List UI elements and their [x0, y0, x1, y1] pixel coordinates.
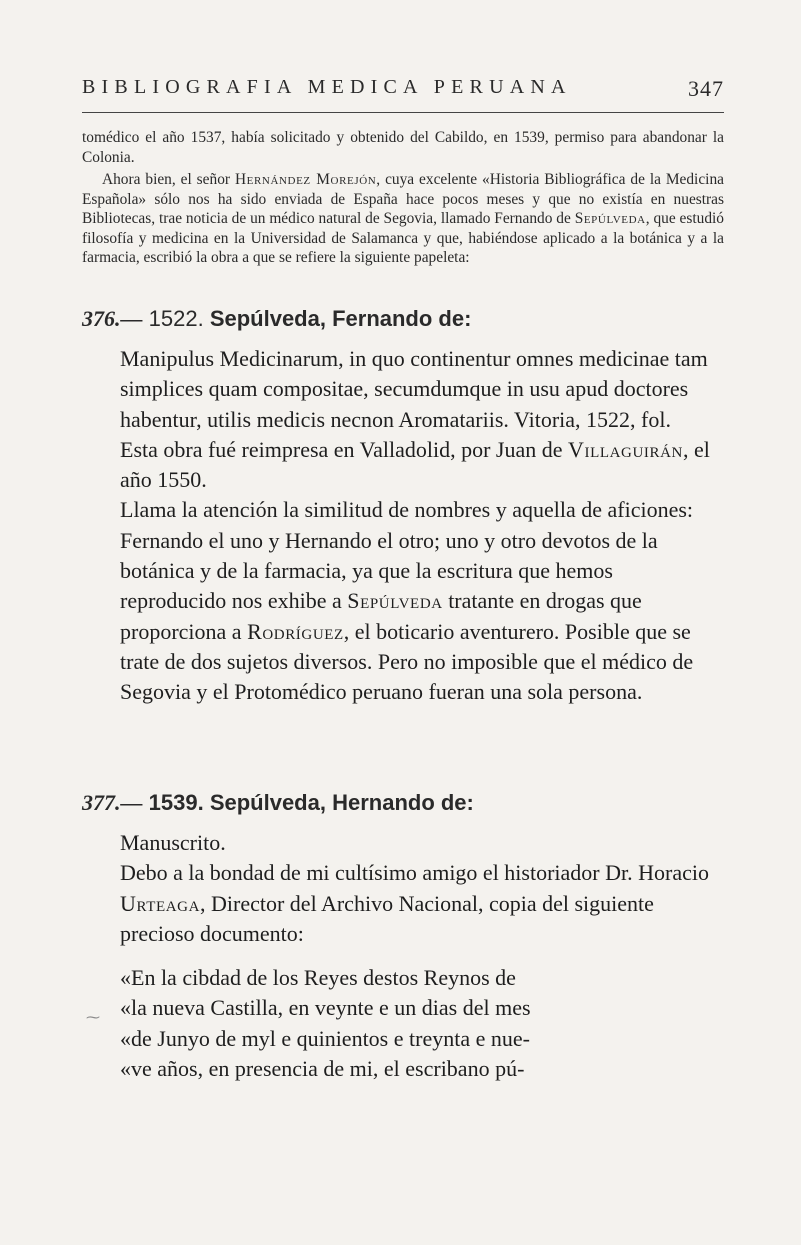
page-number: 347 — [688, 76, 724, 101]
author-name: Urteaga — [120, 890, 201, 916]
entry-author: Sepúlveda, Fernando de: — [209, 306, 472, 331]
entry-kind: Manuscrito. — [120, 830, 226, 855]
entry-number: 377.— — [82, 790, 143, 815]
quote-line: «de Junyo de myl e quinientos e treynta e nue- — [120, 1025, 530, 1051]
entry-377-body — [120, 828, 723, 1084]
intro-paragraph-2: Ahora bien, el señor Hernández Morejón, cuya excelente «Historia Bibliográfica de la Medicina Española» sólo nos ha sido enviada de España hace pocos meses y que no existía en nuestras Bibliotecas, trae noticia de un médico natural de Segovia, llamado Fernando de Sepúlveda, que estudió filosofía y medicina en la Universidad de Salamanca y que, habiéndose aplicado a la botánica y a la farmacia, escribió la obra a que se refiere la siguiente papeleta: — [82, 171, 725, 267]
entry-number: 376.— — [82, 306, 143, 331]
entry-year: 1539. — [148, 790, 204, 815]
quote-line: «la nueva Castilla, en veynte e un dias del mes — [120, 995, 531, 1021]
quote-line: «En la cibdad de los Reyes destos Reynos de — [120, 965, 516, 991]
quote-line: «ve años, en presencia de mi, el escribano pú- — [120, 1056, 525, 1082]
entry-author: Sepúlveda, Hernando de: — [209, 790, 474, 815]
entry-year: 1522. — [148, 306, 204, 331]
entry-377-heading — [82, 790, 474, 816]
entry-note: Esta obra fué reimpresa en Valladolid, por Juan de Villaguirán, el año 1550. — [120, 436, 710, 493]
running-head-title: BIBLIOGRAFIA MEDICA PERUANA — [82, 76, 572, 98]
running-head — [82, 76, 724, 99]
author-name: Sepúlveda — [574, 210, 646, 228]
intro-paragraph-1: tomédico el año 1537, había solicitado y obtenido del Cabildo, en 1539, permiso para abandonar la Colonia. — [82, 129, 724, 166]
entry-note: Debo a la bondad de mi cultísimo amigo el historiador Dr. Horacio Urteaga, Director del Archivo Nacional, copia del siguiente precioso documento: — [120, 860, 709, 946]
margin-pencil-mark: ⁓ — [86, 1011, 100, 1026]
header-rule — [82, 112, 724, 113]
entry-note: Llama la atención la similitud de nombres y aquella de aficiones: Fernando el uno y Hernando el otro; uno y otro devotos de la botánica y de la farmacia, ya que la escritura que hemos reproducido nos exhibe a Sepúlveda tratante en drogas que proporciona a Rodríguez, el boticario aventurero. Posible que se trate de dos sujetos diversos. Pero no imposible que el médico de Segovia y el Protomédico peruano fueran una sola persona. — [120, 497, 694, 705]
author-name: Villaguirán — [568, 436, 683, 462]
author-name: Rodríguez — [247, 618, 344, 644]
entry-title: Manipulus Medicinarum, in quo continentur omnes medicinae tam simplices quam compositae, secumdumque in usu apud doctores habentur, utilis medicis necnon Aromatariis. Vitoria, 1522, fol. — [120, 346, 708, 432]
entry-376-body — [120, 344, 723, 708]
author-name: Hernández Morejón — [234, 171, 377, 188]
author-name: Sepúlveda — [347, 588, 443, 614]
entry-376-heading — [82, 306, 471, 332]
